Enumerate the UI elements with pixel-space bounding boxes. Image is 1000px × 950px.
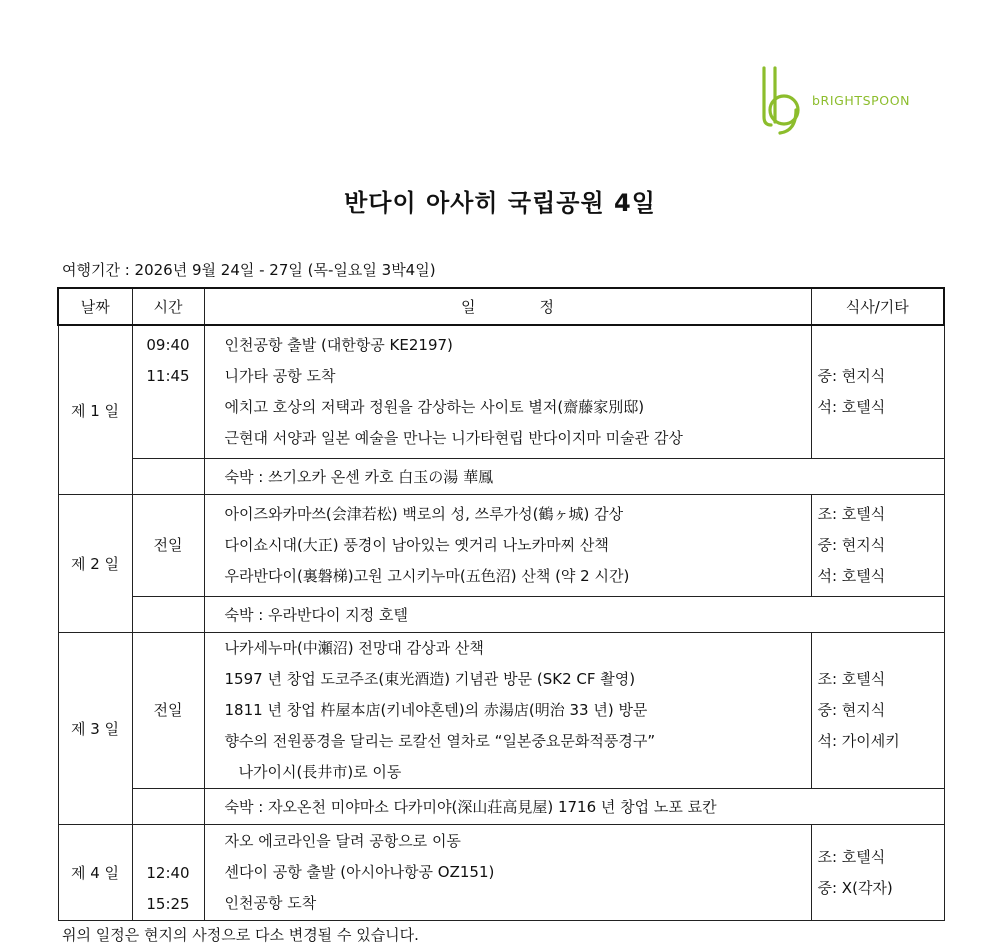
time-value: 12:40: [146, 864, 190, 882]
table-row-day-2: [58, 495, 944, 597]
time-value: 전일: [153, 701, 183, 719]
header-schedule-part2: 정: [539, 298, 554, 316]
schedule-item: 다이쇼시대(大正) 풍경이 남아있는 옛거리 나노카마찌 산책: [224, 536, 609, 554]
schedule-item: 근현대 서양과 일본 예술을 만나는 니가타현립 반다이지마 미술관 감상: [224, 429, 683, 447]
schedule-items: [204, 825, 811, 921]
schedule-item: 인천공항 도착: [224, 894, 317, 912]
schedule-item: 향수의 전원풍경을 달리는 로칼선 열차로 “일본중요문화적풍경구”: [224, 732, 656, 750]
schedule-item: 아이즈와카마쓰(会津若松) 백로의 성, 쓰루가성(鶴ヶ城) 감상: [224, 505, 624, 523]
schedule-item: 1811 년 창업 杵屋本店(키네야혼텐)의 赤湯店(明治 33 년) 방문: [224, 701, 648, 719]
day-label: 제 4 일: [58, 825, 132, 921]
schedule-item: 니가타 공항 도착: [224, 367, 336, 385]
stay-info: 숙박 : 자오온천 미야마소 다카미야(深山荘高見屋) 1716 년 창업 노포 료칸: [204, 789, 944, 825]
header-schedule-part1: 일: [461, 298, 476, 316]
footnote: 위의 일정은 현지의 사정으로 다소 변경될 수 있습니다.: [62, 926, 419, 944]
meal-item: 중: 현지식: [817, 367, 886, 385]
time-value: 15:25: [146, 895, 190, 913]
meal-item: 석: 호텔식: [817, 398, 886, 416]
page-title: 반다이 아사히 국립공원 4일: [344, 189, 656, 217]
meal-item: 중: X(각자): [817, 878, 893, 897]
travel-period: 여행기간 : 2026년 9월 24일 - 27일 (목-일요일 3박4일): [62, 261, 436, 279]
brand-name: bRIGHTSPOON: [812, 93, 911, 108]
meal-item: 중: 현지식: [817, 536, 886, 554]
meal-cell: [811, 633, 944, 789]
schedule-item: 나가이시(長井市)로 이동: [238, 763, 402, 781]
meal-item: 석: 호텔식: [817, 567, 886, 585]
time-cell: [132, 325, 204, 459]
meal-item: 조: 호텔식: [817, 847, 886, 866]
day-label: 제 1 일: [58, 325, 132, 495]
schedule-item: 1597 년 창업 도코주조(東光酒造) 기념관 방문 (SK2 CF 촬영): [224, 670, 636, 688]
day-label: 제 3 일: [58, 633, 132, 825]
schedule-item: 센다이 공항 출발 (아시아나항공 OZ151): [224, 863, 495, 881]
meal-item: 중: 현지식: [817, 701, 886, 719]
table-header-row: [58, 288, 944, 325]
stay-row-day-1: [58, 459, 944, 495]
header-schedule: [204, 288, 811, 325]
schedule-items: [204, 325, 811, 459]
stay-row-day-2: [58, 597, 944, 633]
time-cell: [132, 495, 204, 597]
time-cell: [132, 825, 204, 921]
meal-cell: [811, 495, 944, 597]
schedule-item: 에치고 호상의 저택과 정원을 감상하는 사이토 별저(齋藤家別邸): [224, 398, 645, 416]
schedule-item: 인천공항 출발 (대한항공 KE2197): [224, 336, 453, 354]
meal-item: 석: 가이세키: [817, 732, 900, 750]
stay-info: 숙박 : 쓰기오카 온센 카호 白玉の湯 華鳳: [204, 459, 944, 495]
time-value: 11:45: [146, 367, 190, 385]
stay-info: 숙박 : 우라반다이 지정 호텔: [204, 597, 944, 633]
schedule-items: [204, 495, 811, 597]
schedule-item: 나카세누마(中瀬沼) 전망대 감상과 산책: [224, 639, 484, 657]
header-meal: 식사/기타: [811, 288, 944, 325]
time-cell: [132, 633, 204, 789]
day-label: 제 2 일: [58, 495, 132, 633]
schedule-item: 우라반다이(裏磐梯)고원 고시키누마(五色沼) 산책 (약 2 시간): [224, 567, 630, 585]
table-row-day-4: [58, 825, 944, 921]
header-time: 시간: [132, 288, 204, 325]
schedule-items: [204, 633, 811, 789]
header-day: 날짜: [58, 288, 132, 325]
schedule-item: 자오 에코라인을 달려 공항으로 이동: [224, 832, 461, 850]
brightspoon-b-logo-icon: [764, 68, 798, 133]
stay-row-day-3: [58, 789, 944, 825]
time-value: 09:40: [146, 336, 190, 354]
meal-cell: [811, 325, 944, 459]
itinerary-table: [57, 287, 945, 921]
table-row-day-1: [58, 325, 944, 459]
table-row-day-3: [58, 633, 944, 789]
meal-item: 조: 호텔식: [817, 670, 886, 688]
time-value: 전일: [153, 536, 183, 554]
meal-cell: [811, 825, 944, 921]
meal-item: 조: 호텔식: [817, 505, 886, 523]
